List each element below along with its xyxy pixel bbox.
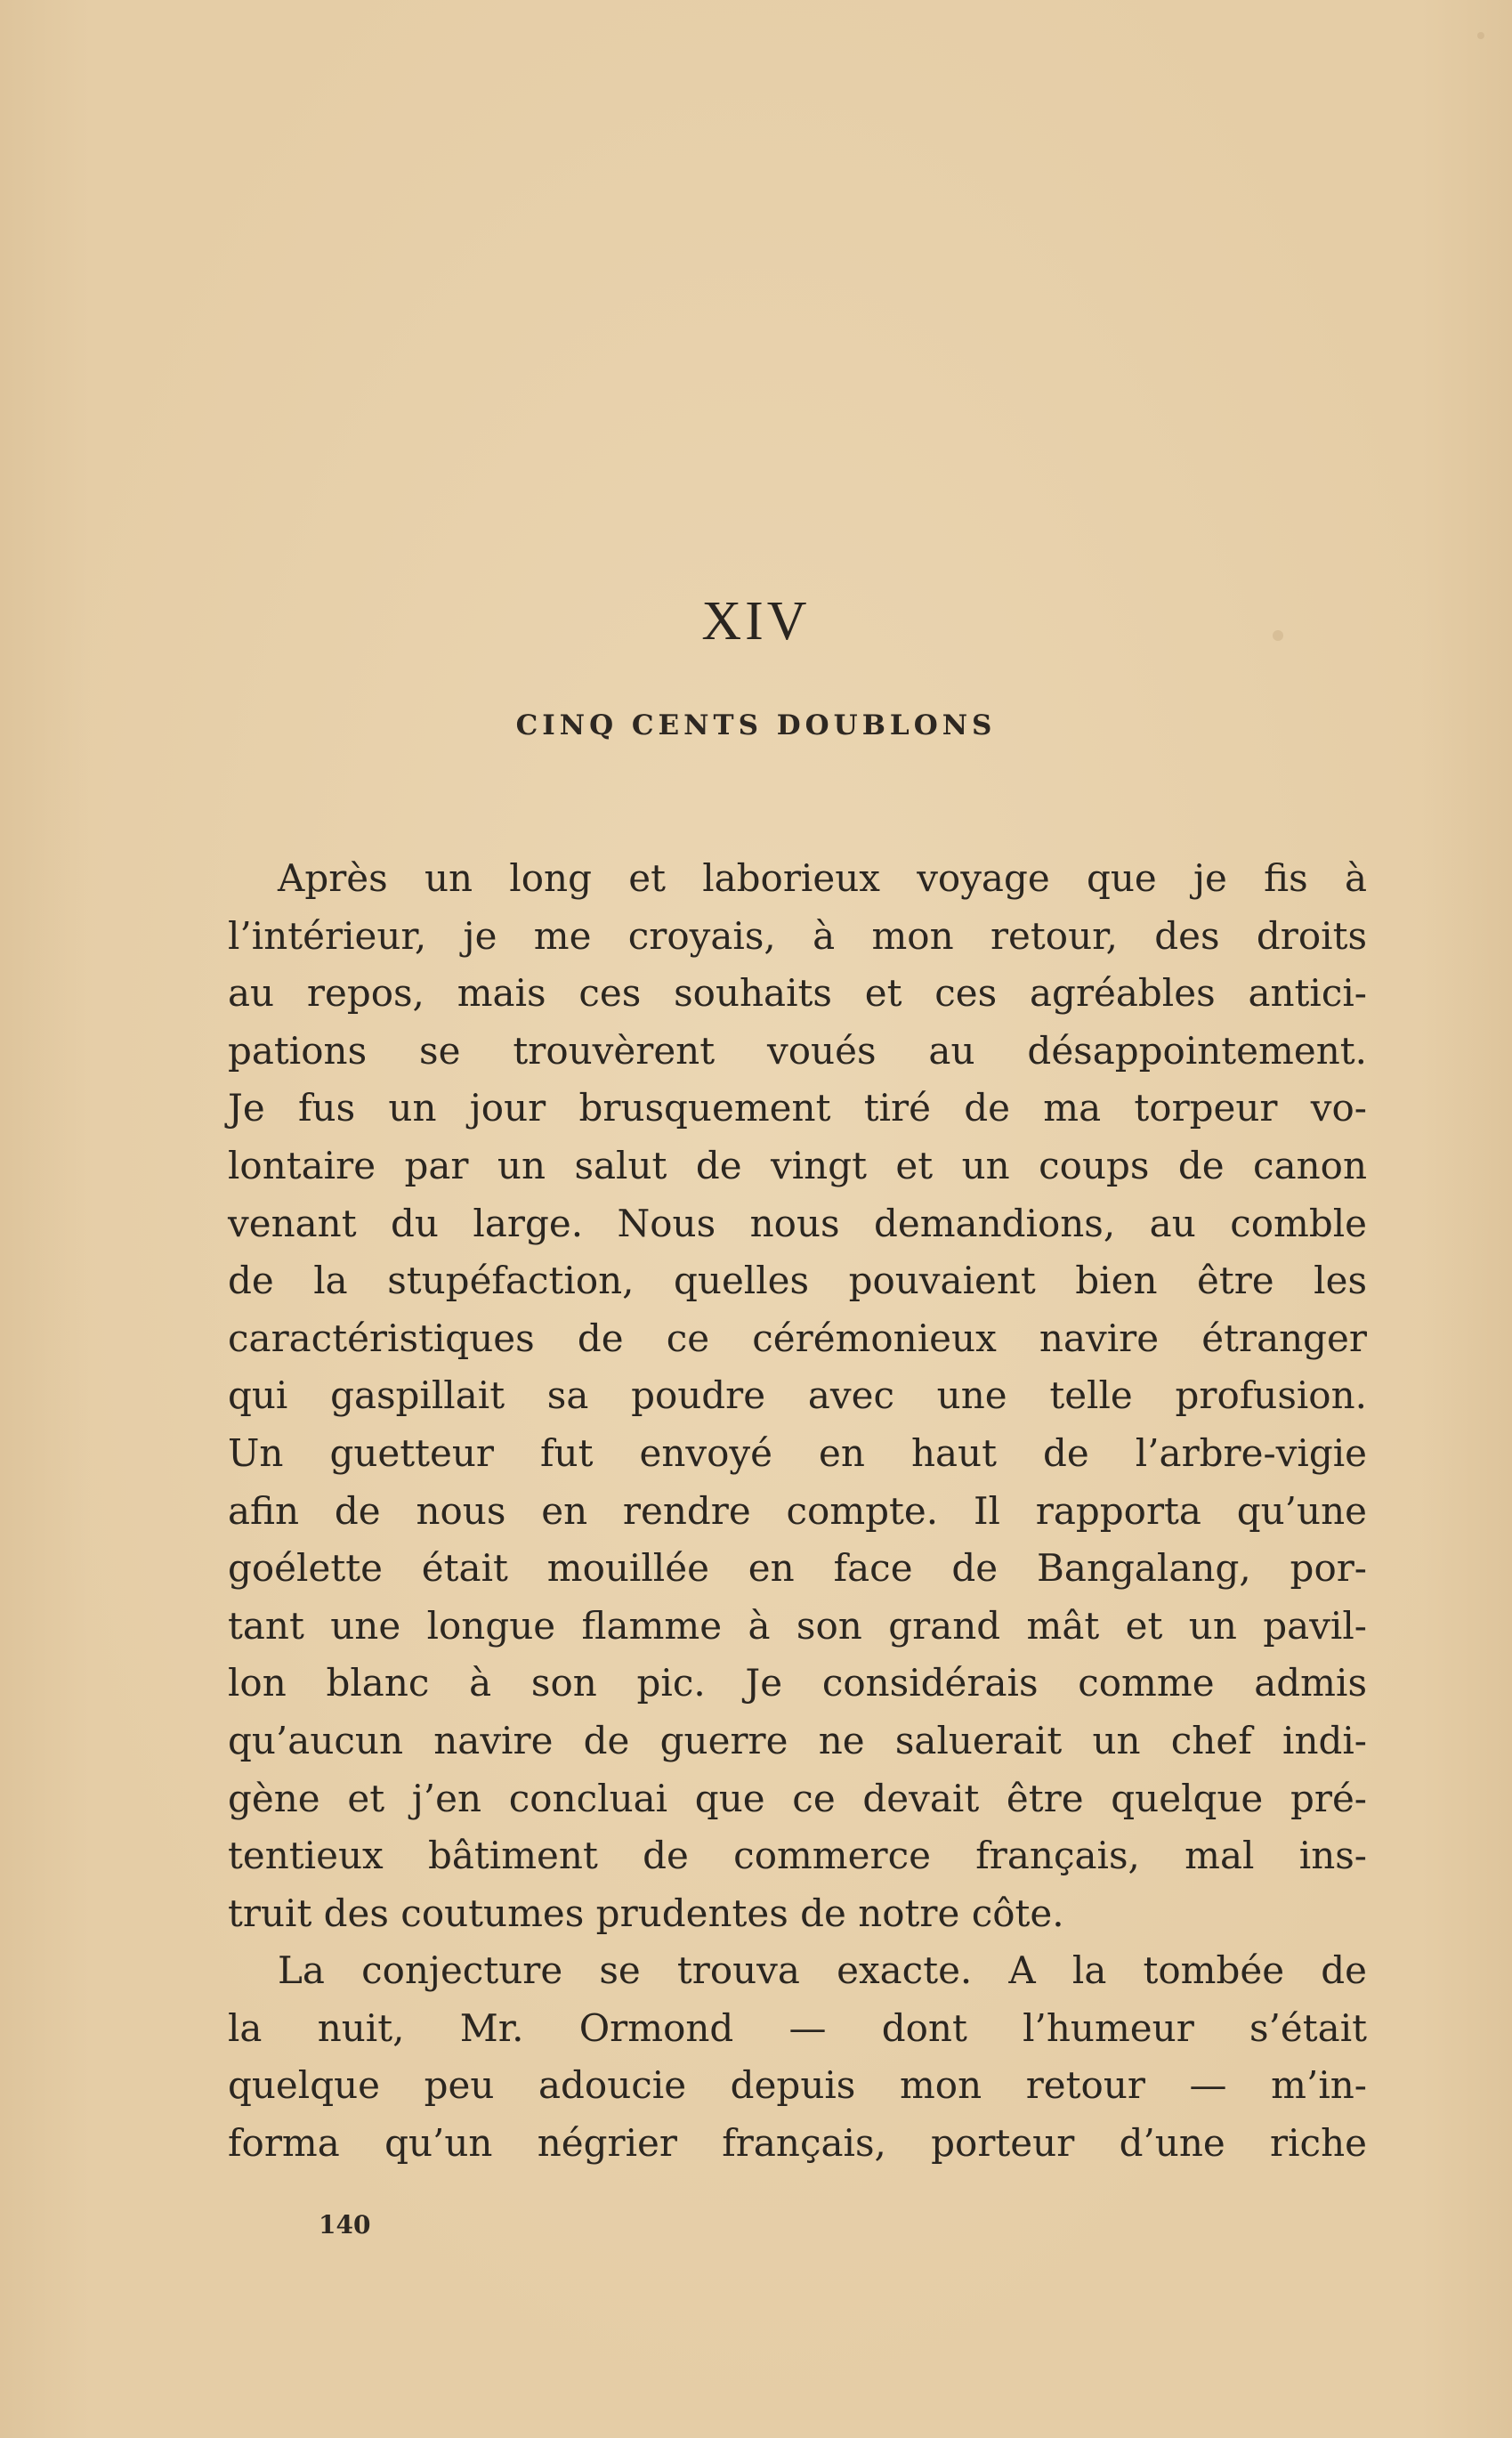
text-line: goélette était mouillée en face de Bangalang, por- xyxy=(228,1546,1367,1591)
text-line: qui gaspillait sa poudre avec une telle profusion. xyxy=(228,1373,1367,1418)
text-line: lontaire par un salut de vingt et un coups de canon xyxy=(228,1143,1367,1187)
text-line: forma qu’un négrier français, porteur d’une riche xyxy=(228,2121,1367,2166)
text-line: l’intérieur, je me croyais, à mon retour, des droits xyxy=(228,913,1367,958)
text-line: au repos, mais ces souhaits et ces agréables antici- xyxy=(228,971,1367,1016)
paper-stain xyxy=(1477,32,1484,39)
chapter-number: XIV xyxy=(701,591,811,652)
chapter-title: CINQ CENTS DOUBLONS xyxy=(515,709,997,741)
text-line: Je fus un jour brusquement tiré de ma torpeur vo- xyxy=(228,1086,1367,1130)
text-line: lon blanc à son pic. Je considérais comme admis xyxy=(228,1661,1367,1705)
text-line: quelque peu adoucie depuis mon retour — m’in- xyxy=(228,2063,1367,2108)
paragraph-1 xyxy=(228,850,1367,1942)
text-line: Un guetteur fut envoyé en haut de l’arbre-vigie xyxy=(228,1430,1367,1475)
body-text xyxy=(228,850,1367,2173)
paragraph-2 xyxy=(228,1942,1367,2172)
text-line: tentieux bâtiment de commerce français, mal ins- xyxy=(228,1834,1367,1878)
text-line: afin de nous en rendre compte. Il rapporta qu’une xyxy=(228,1488,1367,1533)
text-line: pations se trouvèrent voués au désappointement. xyxy=(228,1028,1367,1073)
text-line: truit des coutumes prudentes de notre côte. xyxy=(228,1891,1064,1935)
page-number: 140 xyxy=(319,2210,371,2240)
text-line: caractéristiques de ce cérémonieux navire étranger xyxy=(228,1316,1367,1360)
text-line: La conjecture se trouva exacte. A la tombée de xyxy=(278,1948,1367,1993)
text-line: gène et j’en concluai que ce devait être quelque pré- xyxy=(228,1776,1367,1820)
text-line: qu’aucun navire de guerre ne saluerait un chef indi- xyxy=(228,1718,1367,1762)
text-line: venant du large. Nous nous demandions, au comble xyxy=(228,1201,1367,1245)
text-line: Après un long et laborieux voyage que je fis à xyxy=(278,856,1367,900)
text-line: la nuit, Mr. Ormond — dont l’humeur s’était xyxy=(228,2005,1367,2050)
text-line: tant une longue flamme à son grand mât et un pavil- xyxy=(228,1603,1367,1648)
text-line: de la stupéfaction, quelles pouvaient bien être les xyxy=(228,1259,1367,1303)
